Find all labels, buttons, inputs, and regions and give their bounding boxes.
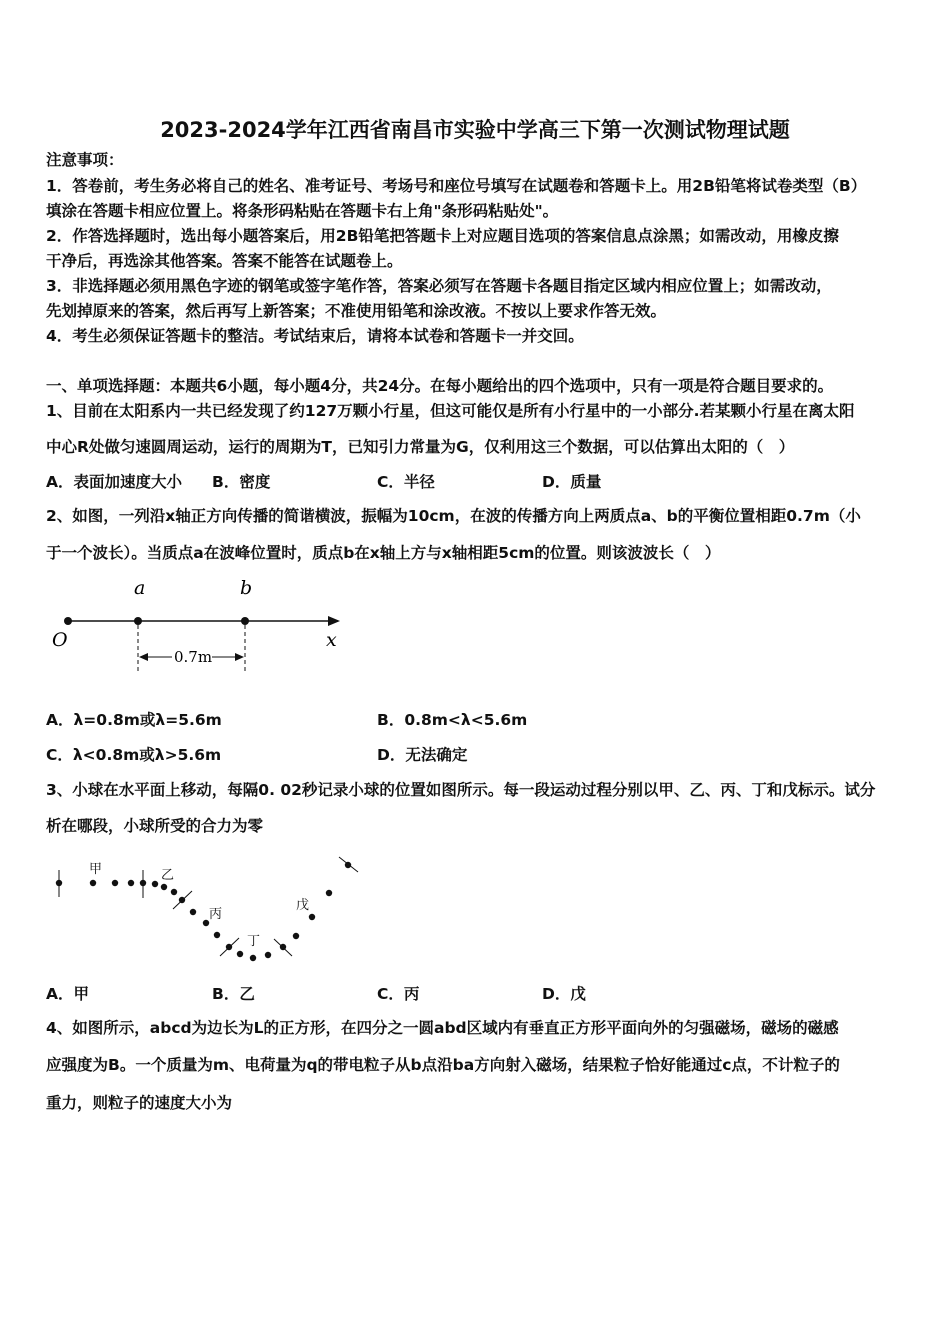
label-x-axis: x xyxy=(326,629,337,651)
q1-option-c: C．半径 xyxy=(377,473,435,491)
q3-text: 析在哪段，小球所受的合力为零 xyxy=(46,817,264,835)
notice-line: 4．考生必须保证答题卡的整洁。考试结束后，请将本试卷和答题卡一并交回。 xyxy=(46,327,584,345)
ball-figure xyxy=(56,857,358,961)
q2-option-d: D．无法确定 xyxy=(377,746,468,764)
q2-text: 2、如图，一列沿x轴正方向传播的简谐横波，振幅为10cm，在波的传播方向上两质点a、b的平衡位置相距0.7m（小 xyxy=(46,507,861,525)
notice-heading: 注意事项： xyxy=(46,151,124,169)
q2-option-c: C．λ<0.8m或λ>5.6m xyxy=(46,746,222,764)
page-title: 2023-2024学年江西省南昌市实验中学高三下第一次测试物理试题 xyxy=(160,118,790,142)
notice-line: 2．作答选择题时，选出每小题答案后，用2B铅笔把答题卡上对应题目选项的答案信息点涂黑；如需改动，用橡皮擦 xyxy=(46,227,839,245)
q1-option-a: A．表面加速度大小 xyxy=(46,473,182,491)
axis-arrow-icon xyxy=(328,616,340,626)
q4-text: 重力，则粒子的速度大小为 xyxy=(46,1094,233,1112)
label-yi: 乙 xyxy=(161,868,175,883)
q1-text: 中心R处做匀速圆周运动，运行的周期为T，已知引力常量为G，仅利用这三个数据，可以估算出太阳的（ ） xyxy=(46,438,795,456)
point-a xyxy=(134,617,142,625)
q1-text: 1、目前在太阳系内一共已经发现了约127万颗小行星，但这可能仅是所有小行星中的一小部分.若某颗小行星在离太阳 xyxy=(46,402,855,420)
point-b xyxy=(241,617,249,625)
point-origin xyxy=(64,617,72,625)
q4-text: 应强度为B。一个质量为m、电荷量为q的带电粒子从b点沿ba方向射入磁场，结果粒子恰好能通过c点，不计粒子的 xyxy=(46,1056,840,1074)
q3-option-c: C．丙 xyxy=(377,985,420,1003)
notice-line: 填涂在答题卡相应位置上。将条形码粘贴在答题卡右上角"条形码粘贴处"。 xyxy=(46,202,559,220)
q3-text: 3、小球在水平面上移动，每隔0. 02秒记录小球的位置如图所示。每一段运动过程分别以甲、乙、丙、丁和戊标示。试分 xyxy=(46,781,876,799)
q2-option-b: B．0.8m<λ<5.6m xyxy=(377,711,528,729)
label-jia: 甲 xyxy=(89,862,103,877)
q1-option-d: D．质量 xyxy=(542,473,602,491)
section-heading: 一、单项选择题：本题共6小题，每小题4分，共24分。在每小题给出的四个选项中，只有一项是符合题目要求的。 xyxy=(46,377,834,395)
q1-option-b: B．密度 xyxy=(212,473,271,491)
q3-option-d: D．戊 xyxy=(542,985,586,1003)
q3-option-b: B．乙 xyxy=(212,985,255,1003)
notice-line: 干净后，再选涂其他答案。答案不能答在试题卷上。 xyxy=(46,252,403,270)
label-distance: 0.7m xyxy=(174,648,213,666)
q4-text: 4、如图所示，abcd为边长为L的正方形，在四分之一圆abd区域内有垂直正方形平面向外的匀强磁场，磁场的磁感 xyxy=(46,1019,839,1037)
q2-option-a: A．λ=0.8m或λ=5.6m xyxy=(46,711,222,729)
q3-option-a: A．甲 xyxy=(46,985,89,1003)
q2-text: 于一个波长）。当质点a在波峰位置时，质点b在x轴上方与x轴相距5cm的位置。则该波波长（ ） xyxy=(46,544,721,562)
label-ding: 丁 xyxy=(247,934,261,949)
wave-figure xyxy=(52,577,340,672)
notice-line: 先划掉原来的答案，然后再写上新答案；不准使用铅笔和涂改液。不按以上要求作答无效。 xyxy=(46,302,667,320)
label-a: a xyxy=(134,577,146,599)
label-bing: 丙 xyxy=(209,907,223,922)
label-wu: 戊 xyxy=(296,898,310,913)
notice-line: 3．非选择题必须用黑色字迹的钢笔或签字笔作答，答案必须写在答题卡各题目指定区域内相应位置上；如需改动， xyxy=(46,277,832,295)
label-b: b xyxy=(240,577,253,599)
label-origin: O xyxy=(52,629,68,651)
notice-line: 1．答卷前，考生务必将自己的姓名、准考证号、考场号和座位号填写在试题卷和答题卡上。用2B铅笔将试卷类型（B） xyxy=(46,177,867,195)
